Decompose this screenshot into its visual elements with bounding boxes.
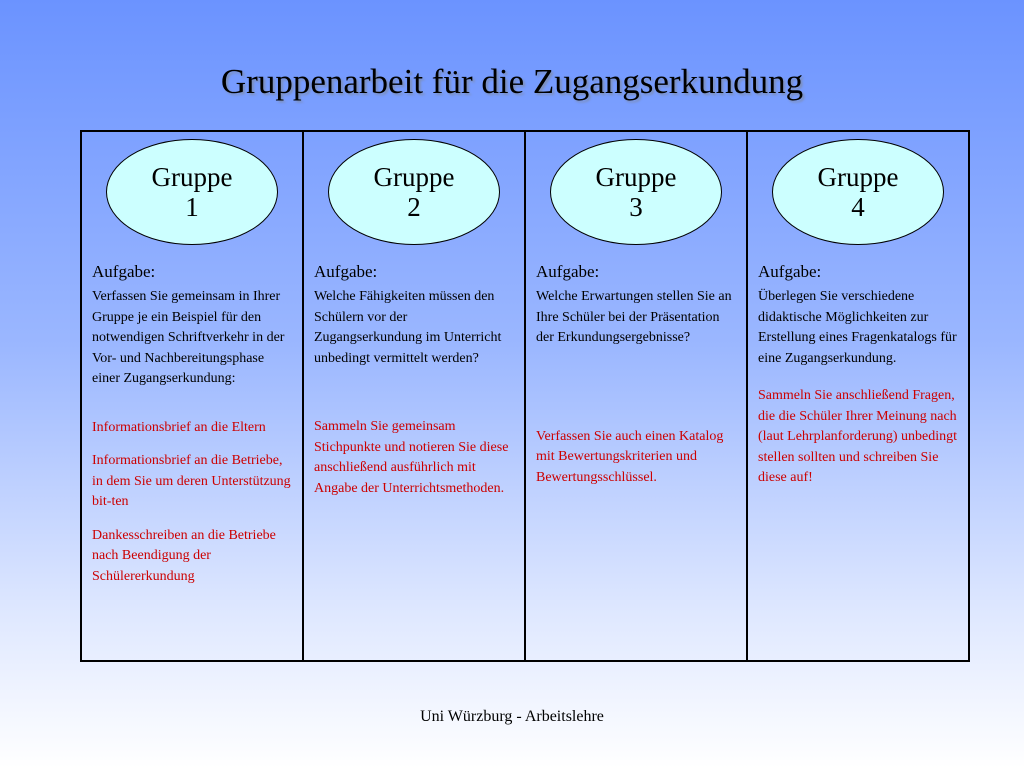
slide-title: Gruppenarbeit für die Zugangserkundung xyxy=(220,62,804,101)
group-label: Gruppe xyxy=(151,162,233,192)
group-label: Gruppe xyxy=(817,162,899,192)
task-item-red: Verfassen Sie auch einen Katalog mit Bewertungskriterien und Bewertungsschlüssel. xyxy=(536,428,724,485)
task-item-red: Sammeln Sie gemeinsam Stichpunkte und notieren Sie diese anschließend ausführlich mit Angabe der Unterrichtsmethoden. xyxy=(314,419,509,496)
group-number: 4 xyxy=(851,192,865,222)
group-column-3 xyxy=(526,132,748,660)
group-oval-4 xyxy=(772,139,944,245)
group-column-4 xyxy=(748,132,968,660)
task-heading: Aufgabe: xyxy=(314,262,378,281)
group-column-2 xyxy=(304,132,526,660)
task-text: Überlegen Sie verschiedene didaktische Möglichkeiten zur Erstellung eines Fragenkatalogs für eine Zugangserkundung. xyxy=(758,289,957,366)
task-item-red: Informationsbrief an die Betriebe, in dem Sie um deren Unterstützung bit-ten xyxy=(92,453,291,509)
task-text: Welche Fähigkeiten müssen den Schülern vor der Zugangserkundung im Unterricht unbedingt vermittelt werden? xyxy=(314,289,502,366)
group-oval-2 xyxy=(328,139,500,245)
group-column-1 xyxy=(82,132,304,660)
task-item-red: Sammeln Sie anschließend Fragen, die die Schüler Ihrer Meinung nach (laut Lehrplanforderung) unbedingt stellen sollten und schreiben Sie diese auf! xyxy=(758,388,958,485)
task-heading: Aufgabe: xyxy=(758,262,822,281)
group-number: 1 xyxy=(185,192,199,222)
slide-footer: Uni Würzburg - Arbeitslehre xyxy=(420,708,604,725)
task-item-red: Dankesschreiben an die Betriebe nach Beendigung der Schülererkundung xyxy=(92,527,276,584)
group-label: Gruppe xyxy=(373,162,455,192)
task-text: Verfassen Sie gemeinsam in Ihrer Gruppe je ein Beispiel für den notwendigen Schriftverkehr in der Vor- und Nachbereitungsphase einer Zugangserkundung: xyxy=(92,289,285,386)
group-table xyxy=(80,130,970,662)
group-oval-3 xyxy=(550,139,722,245)
task-heading: Aufgabe: xyxy=(536,262,600,281)
task-item-red: Informationsbrief an die Eltern xyxy=(92,419,266,435)
group-label: Gruppe xyxy=(595,162,677,192)
task-heading: Aufgabe: xyxy=(92,262,156,281)
group-number: 3 xyxy=(629,192,643,222)
task-text: Welche Erwartungen stellen Sie an Ihre Schüler bei der Präsentation der Erkundungsergebnisse? xyxy=(536,289,732,345)
group-oval-1 xyxy=(106,139,278,245)
group-number: 2 xyxy=(407,192,421,222)
